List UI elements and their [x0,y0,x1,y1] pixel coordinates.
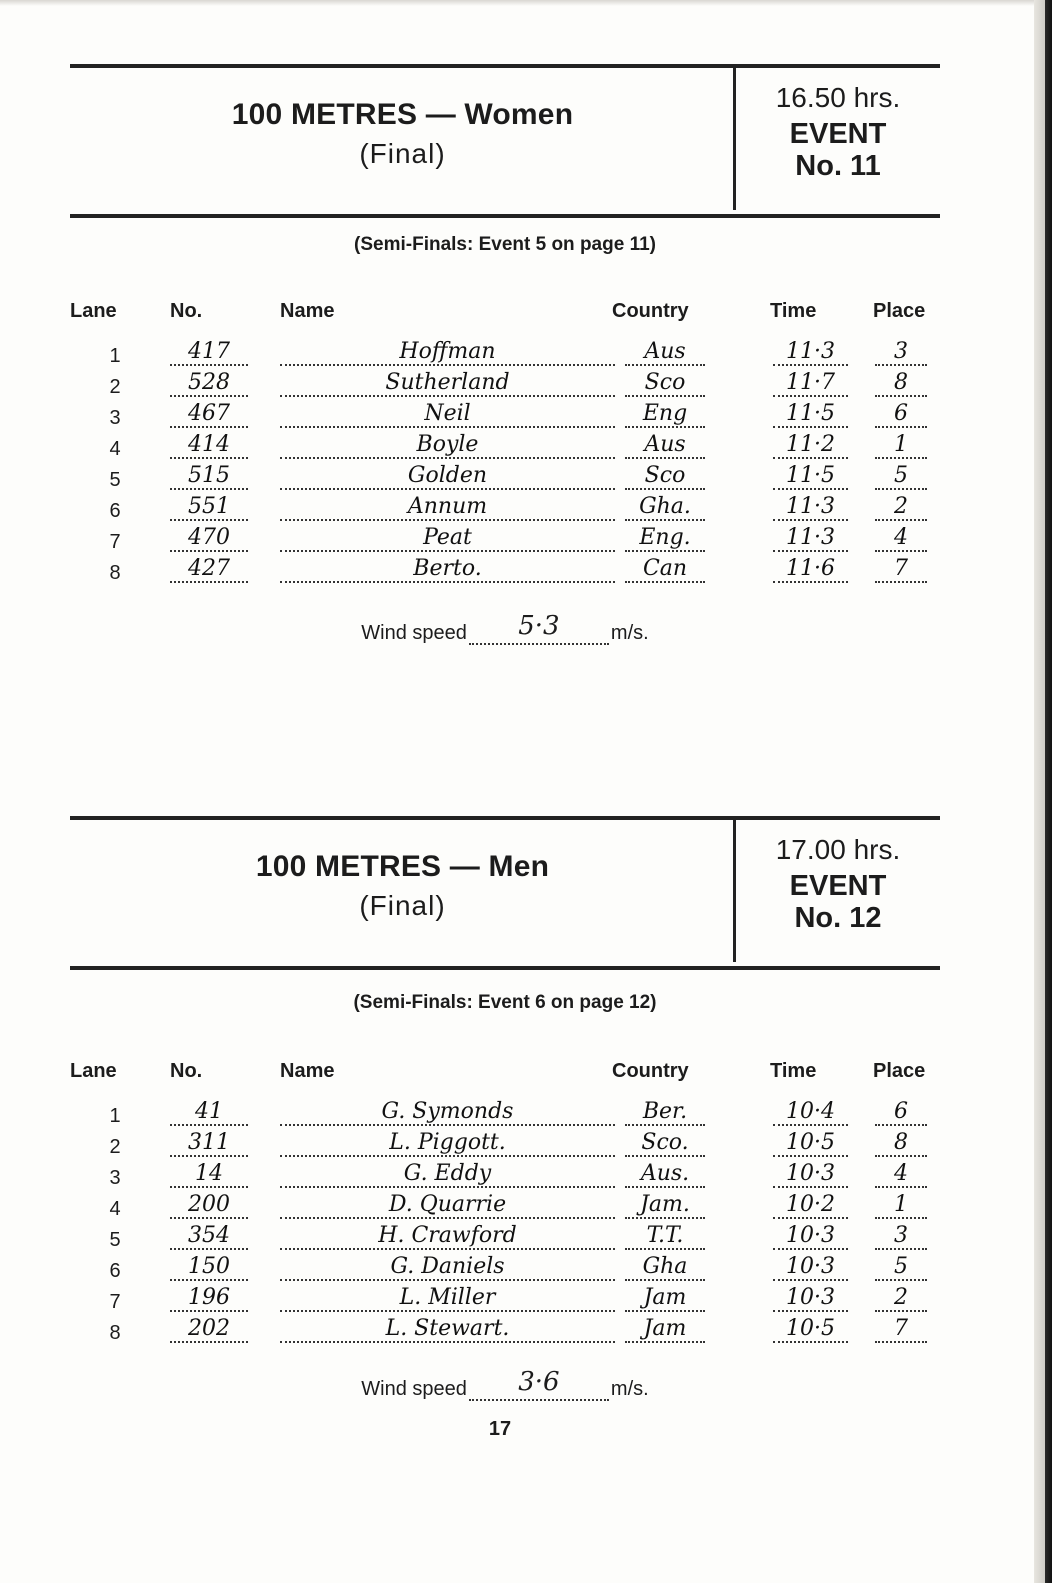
no-entry: 417 [188,339,230,364]
country-dotted-line [625,364,705,366]
event-title: 100 METRES — Men [255,850,550,883]
name-dotted-line [280,581,615,583]
name-entry: Boyle [416,432,479,457]
lane-number: 8 [109,1322,121,1344]
place-entry: 7 [894,1316,908,1341]
place-dotted-line [875,519,927,521]
country-dotted-line [625,1124,705,1126]
wind-unit: m/s. [610,622,649,644]
table-row [70,1099,940,1130]
name-entry: Hoffman [399,339,496,364]
time-dotted-line [773,550,848,552]
results-list [70,1099,940,1349]
event-header [70,64,940,218]
no-dotted-line [170,1341,248,1343]
col-no: No. [170,1060,203,1082]
wind-label: Wind speed [361,622,467,644]
time-dotted-line [773,1248,848,1250]
no-entry: 470 [188,525,230,550]
time-entry: 11·5 [786,401,835,426]
no-dotted-line [170,1310,248,1312]
name-dotted-line [280,1217,615,1219]
name-dotted-line [280,1310,615,1312]
wind-field [469,611,609,645]
country-dotted-line [625,519,705,521]
place-dotted-line [875,1310,927,1312]
lane-number: 5 [109,469,121,491]
no-dotted-line [170,1186,248,1188]
country-dotted-line [625,581,705,583]
table-row [70,1254,940,1285]
place-dotted-line [875,550,927,552]
event-number: No. 12 [794,902,882,934]
event-info [736,820,940,966]
place-dotted-line [875,426,927,428]
event-time: 17.00 hrs. [775,834,901,865]
country-entry: Jam [643,1285,687,1310]
table-row [70,1130,940,1161]
time-dotted-line [773,1310,848,1312]
country-dotted-line [625,1279,705,1281]
name-entry: G. Eddy [403,1161,492,1186]
table-row [70,1161,940,1192]
time-entry: 11·7 [786,370,835,395]
no-entry: 427 [188,556,230,581]
time-entry: 10·5 [786,1316,835,1341]
name-entry: L. Stewart. [385,1316,510,1341]
time-dotted-line [773,1341,848,1343]
lane-number: 2 [109,376,121,398]
time-entry: 10·3 [786,1285,835,1310]
country-dotted-line [625,488,705,490]
wind-label: Wind speed [361,1378,467,1400]
no-dotted-line [170,550,248,552]
no-dotted-line [170,1248,248,1250]
country-entry: Aus [644,432,686,457]
no-entry: 200 [188,1192,230,1217]
wind-value: 5·3 [518,611,560,641]
country-entry: Aus [644,339,686,364]
no-entry: 528 [188,370,230,395]
lane-number: 5 [109,1229,121,1251]
country-dotted-line [625,426,705,428]
country-entry: Sco [644,463,686,488]
country-entry: Jam [643,1316,687,1341]
name-dotted-line [280,1155,615,1157]
place-dotted-line [875,1186,927,1188]
time-dotted-line [773,457,848,459]
table-row [70,1316,940,1347]
time-dotted-line [773,581,848,583]
country-entry: Jam. [640,1192,690,1217]
no-entry: 41 [195,1099,223,1124]
place-entry: 6 [894,401,908,426]
no-entry: 150 [188,1254,230,1279]
country-dotted-line [625,1155,705,1157]
time-dotted-line [773,519,848,521]
lane-number: 4 [109,1198,121,1220]
name-entry: H. Crawford [378,1223,517,1248]
name-entry: G. Symonds [381,1099,514,1124]
table-row [70,556,940,587]
name-entry: Sutherland [385,370,510,395]
country-dotted-line [625,1310,705,1312]
place-dotted-line [875,1341,927,1343]
event-11 [70,64,940,644]
col-time: Time [770,1060,817,1082]
event-12 [70,816,940,1400]
name-dotted-line [280,457,615,459]
country-entry: Sco. [641,1130,689,1155]
name-entry: G. Daniels [390,1254,505,1279]
place-entry: 4 [894,525,908,550]
table-row [70,339,940,370]
semis-note: (Semi-Finals: Event 6 on page 12) [353,992,657,1013]
name-dotted-line [280,395,615,397]
no-entry: 354 [188,1223,230,1248]
lane-number: 1 [109,1105,121,1127]
place-entry: 7 [894,556,908,581]
event-title: 100 METRES — Women [231,98,574,131]
place-entry: 8 [894,1130,908,1155]
no-dotted-line [170,395,248,397]
lane-number: 6 [109,1260,121,1282]
table-row [70,401,940,432]
place-dotted-line [875,1217,927,1219]
country-dotted-line [625,550,705,552]
lane-number: 3 [109,407,121,429]
name-entry: L. Piggott. [389,1130,506,1155]
no-entry: 414 [188,432,230,457]
wind-field [469,1367,609,1401]
table-header [70,300,940,324]
place-dotted-line [875,1124,927,1126]
wind-unit: m/s. [610,1378,649,1400]
event-time: 16.50 hrs. [775,82,901,113]
col-time: Time [770,300,817,322]
col-country: Country [612,300,689,322]
semis-note: (Semi-Finals: Event 5 on page 11) [354,234,656,255]
event-label: EVENT [789,870,887,902]
time-dotted-line [773,1186,848,1188]
page-right-edge [1034,0,1052,1583]
country-dotted-line [625,1248,705,1250]
no-dotted-line [170,457,248,459]
name-entry: L. Miller [399,1285,496,1310]
no-dotted-line [170,1217,248,1219]
place-entry: 8 [894,370,908,395]
place-entry: 5 [894,1254,908,1279]
time-dotted-line [773,1279,848,1281]
no-dotted-line [170,519,248,521]
event-header [70,816,940,970]
lane-number: 3 [109,1167,121,1189]
col-place: Place [873,1060,926,1082]
country-dotted-line [625,395,705,397]
wind-value: 3·6 [518,1367,560,1397]
name-dotted-line [280,1279,615,1281]
table-row [70,494,940,525]
col-name: Name [280,300,335,322]
col-name: Name [280,1060,335,1082]
time-entry: 10·4 [786,1099,835,1124]
table-row [70,370,940,401]
no-dotted-line [170,1155,248,1157]
place-entry: 6 [894,1099,908,1124]
time-entry: 11·5 [786,463,835,488]
name-dotted-line [280,1124,615,1126]
col-lane: Lane [70,1060,117,1082]
table-row [70,1192,940,1223]
name-entry: Berto. [413,556,482,581]
name-dotted-line [280,364,615,366]
no-dotted-line [170,426,248,428]
table-row [70,525,940,556]
event-number: No. 11 [795,150,881,182]
table-header [70,1060,940,1084]
country-entry: Aus. [640,1161,690,1186]
col-country: Country [612,1060,689,1082]
no-entry: 467 [188,401,230,426]
col-no: No. [170,300,203,322]
no-dotted-line [170,581,248,583]
place-entry: 2 [894,494,908,519]
no-dotted-line [170,488,248,490]
no-dotted-line [170,1279,248,1281]
country-entry: Eng. [639,525,691,550]
time-dotted-line [773,364,848,366]
page-number: 17 [488,1418,512,1440]
table-row [70,1285,940,1316]
lane-number: 7 [109,531,121,553]
no-entry: 196 [188,1285,230,1310]
wind-speed [70,1367,940,1401]
place-entry: 1 [894,432,908,457]
no-entry: 14 [195,1161,223,1186]
place-entry: 2 [894,1285,908,1310]
place-dotted-line [875,581,927,583]
event-subtitle: (Final) [359,138,446,169]
place-dotted-line [875,457,927,459]
time-entry: 11·2 [786,432,835,457]
name-dotted-line [280,426,615,428]
col-lane: Lane [70,300,117,322]
table-row [70,432,940,463]
table-row [70,463,940,494]
place-dotted-line [875,364,927,366]
time-entry: 10·5 [786,1130,835,1155]
country-entry: T.T. [646,1223,684,1248]
no-entry: 202 [188,1316,230,1341]
col-place: Place [873,300,926,322]
country-dotted-line [625,457,705,459]
event-label: EVENT [789,118,887,150]
time-entry: 11·3 [786,339,835,364]
name-entry: Neil [424,401,471,426]
lane-number: 1 [109,345,121,367]
event-subtitle: (Final) [359,890,446,921]
country-entry: Gha [642,1254,688,1279]
place-dotted-line [875,1248,927,1250]
place-entry: 1 [894,1192,908,1217]
time-entry: 10·3 [786,1161,835,1186]
country-entry: Can [642,556,688,581]
country-dotted-line [625,1341,705,1343]
lane-number: 7 [109,1291,121,1313]
lane-number: 8 [109,562,121,584]
name-dotted-line [280,1248,615,1250]
no-entry: 551 [188,494,230,519]
place-entry: 3 [894,339,908,364]
place-entry: 4 [894,1161,908,1186]
time-entry: 10·2 [786,1192,835,1217]
results-list [70,339,940,589]
lane-number: 2 [109,1136,121,1158]
country-entry: Eng [642,401,688,426]
time-dotted-line [773,1155,848,1157]
country-entry: Sco [644,370,686,395]
time-dotted-line [773,426,848,428]
country-dotted-line [625,1186,705,1188]
event-title-block [70,68,735,214]
name-dotted-line [280,1186,615,1188]
wind-speed [70,611,940,645]
time-dotted-line [773,1217,848,1219]
time-dotted-line [773,395,848,397]
place-dotted-line [875,1155,927,1157]
time-entry: 10·3 [786,1254,835,1279]
lane-number: 6 [109,500,121,522]
name-entry: Annum [407,494,488,519]
time-entry: 11·6 [786,556,835,581]
name-entry: Golden [407,463,488,488]
lane-number: 4 [109,438,121,460]
time-entry: 11·3 [786,494,835,519]
name-dotted-line [280,519,615,521]
table-row [70,1223,940,1254]
place-dotted-line [875,488,927,490]
name-entry: D. Quarrie [388,1192,507,1217]
no-entry: 515 [188,463,230,488]
time-entry: 11·3 [786,525,835,550]
place-entry: 3 [894,1223,908,1248]
place-entry: 5 [894,463,908,488]
time-entry: 10·3 [786,1223,835,1248]
time-dotted-line [773,488,848,490]
name-entry: Peat [423,525,472,550]
name-dotted-line [280,488,615,490]
name-dotted-line [280,1341,615,1343]
time-dotted-line [773,1124,848,1126]
country-dotted-line [625,1217,705,1219]
page-top-shadow [0,0,1052,6]
no-dotted-line [170,364,248,366]
no-dotted-line [170,1124,248,1126]
place-dotted-line [875,395,927,397]
place-dotted-line [875,1279,927,1281]
name-dotted-line [280,550,615,552]
country-entry: Gha. [639,494,691,519]
event-info [736,68,940,214]
event-title-block [70,820,735,966]
country-entry: Ber. [642,1099,688,1124]
no-entry: 311 [188,1130,230,1155]
